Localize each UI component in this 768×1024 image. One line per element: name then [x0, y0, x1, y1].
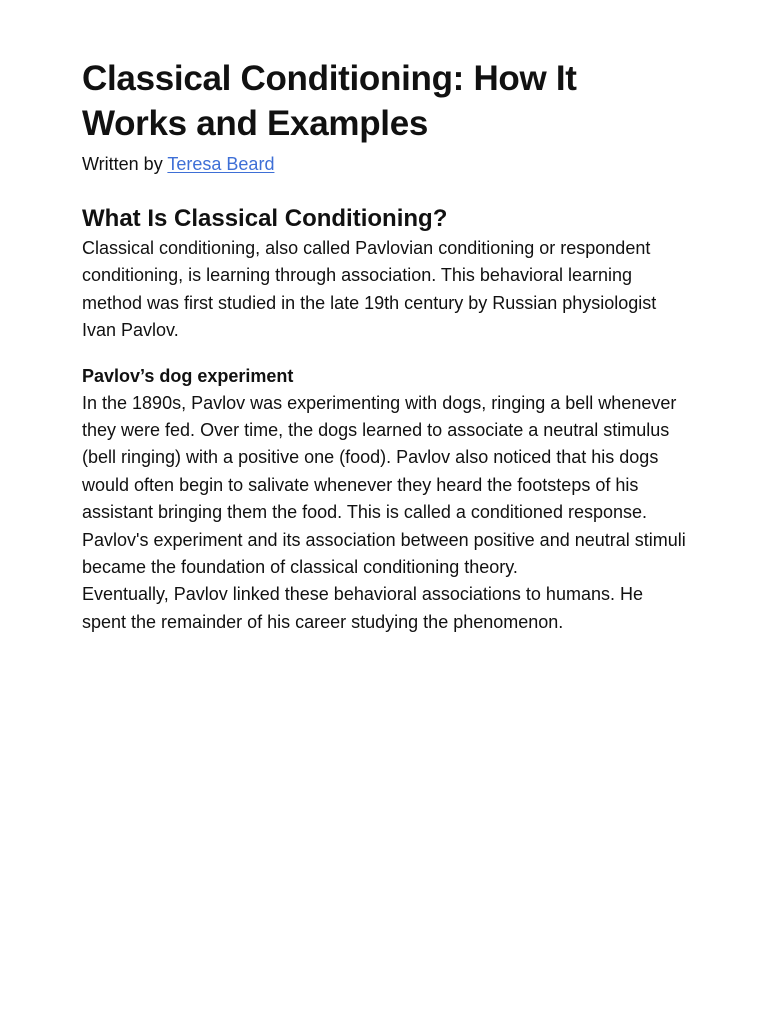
paragraph-experiment: In the 1890s, Pavlov was experimenting with dogs, ringing a bell whenever they were fed. Over time, the dogs learned to associate a neutral stimulus (bell ringing) with a positive one (food). Pavlov also noticed that his dogs would often begin to salivate whenever they heard the footsteps of his assistant bringing them the food. This is called a conditioned response. Pavlov's experiment and its association between positive and neutral stimuli became the foundation of classical conditioning theory.	[82, 392, 686, 578]
byline	[82, 151, 686, 177]
section-heading: What Is Classical Conditioning?	[82, 205, 448, 232]
paragraph-conclusion: Eventually, Pavlov linked these behavioral associations to humans. He spent the remainder of his career studying the phenomenon.	[82, 584, 643, 632]
byline-prefix: Written by	[82, 154, 163, 174]
paragraph-intro: Classical conditioning, also called Pavlovian conditioning or respondent conditioning, is learning through association. This behavioral learning method was first studied in the late 19th century by Russian physiologist Ivan Pavlov.	[82, 238, 657, 341]
subheading-experiment: Pavlov’s dog experiment	[82, 365, 294, 386]
author-link[interactable]: Teresa Beard	[167, 154, 275, 174]
article-title: Classical Conditioning: How It Works and Examples	[82, 59, 577, 143]
